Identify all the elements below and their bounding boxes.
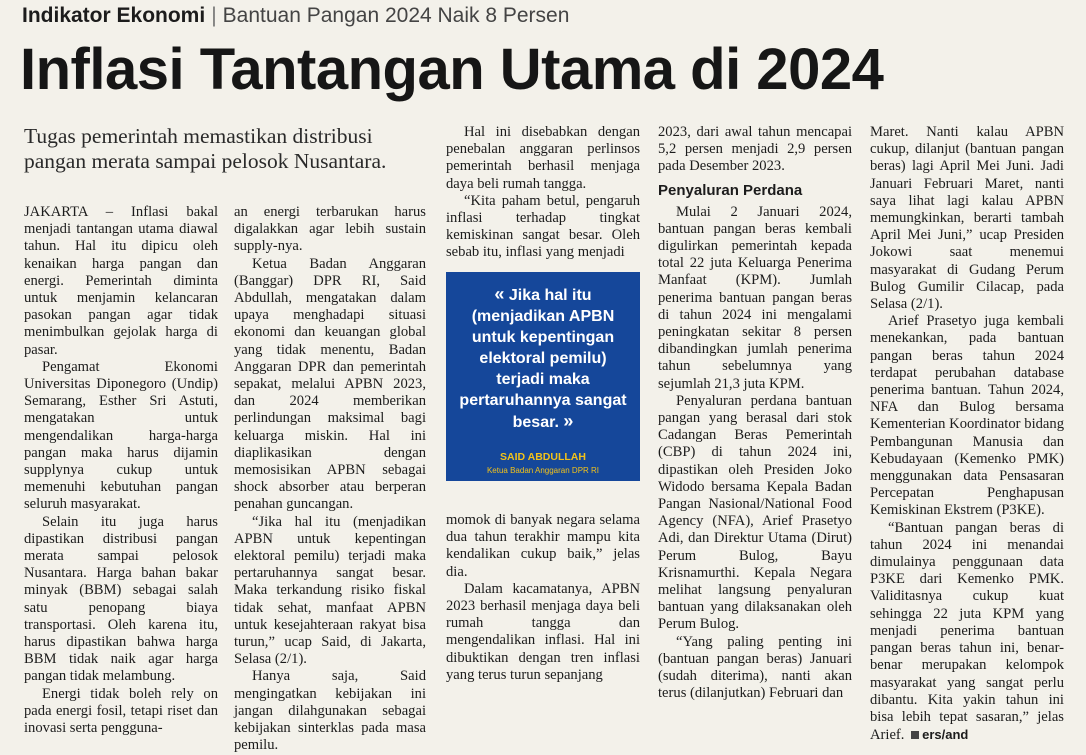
- column-3-top: [446, 124, 640, 262]
- paragraph: Energi tidak boleh rely on pada energi fosil, tetapi riset dan inovasi serta pengguna-: [24, 685, 218, 737]
- paragraph: momok di banyak negara selama dua tahun terakhir mampu kita kendalikan cukup baik,” jelas dia.: [446, 512, 640, 580]
- kicker-separator: |: [211, 4, 217, 27]
- kicker-section: Indikator Ekonomi: [22, 4, 206, 27]
- paragraph: Pengamat Ekonomi Universitas Diponegoro (Undip) Semarang, Esther Sri Astuti, mengatakan untuk mengendalikan harga-harga pangan maka harus dijamin supplynya cukup untuk memenuhi kebutuhan pangan seluruh masyarakat.: [24, 358, 218, 513]
- paragraph: “Jika hal itu (menjadikan APBN untuk kepentingan elektoral pemilu) terjadi maka pertaruhannya sangat besar. Maka terkandung risiko fiskal tidak sehat, manfaat APBN untuk kesejahteraan rakyat bisa turun,” ucap Said, di Jakarta, Selasa (2/1).: [234, 513, 426, 668]
- end-mark-icon: [911, 731, 919, 739]
- quote-close-mark: »: [563, 411, 574, 431]
- paragraph: JAKARTA – Inflasi bakal menjadi tantangan utama diawal tahun. Hal itu dipicu oleh kenaikan harga pangan dan energi. Pemerintah diminta untuk menjamin kelancaran pasokan pangan agar tidak menimbulkan gejolak harga di pasar.: [24, 204, 218, 358]
- pull-quote: [446, 272, 640, 481]
- paragraph: “Yang paling penting ini (bantuan pangan beras) Januari (sudah diterima), nanti akan terus (dilanjutkan) Februari dan: [658, 633, 852, 702]
- paragraph: Hal ini disebabkan dengan penebalan anggaran perlinsos pemerintah berhasil menjaga daya beli rumah tangga.: [446, 124, 640, 192]
- paragraph: an energi terbarukan harus digalakkan agar lebih sustain supply-nya.: [234, 204, 426, 255]
- paragraph: Selain itu juga harus dipastikan distribusi pangan merata sampai pelosok Nusantara. Harga bahan bakar minyak (BBM) sebagai salah satu penopang biaya transportasi. Oleh karena itu, harus dipastikan bahwa harga BBM tidak naik agar harga pangan tidak melambung.: [24, 513, 218, 685]
- section-subhead: Penyaluran Perdana: [658, 181, 803, 199]
- paragraph: Dalam kacamatanya, APBN 2023 berhasil menjaga daya beli rumah tangga dan mengendalikan inflasi. Hal ini dibuktikan dengan tren inflasi yang terus turun sepanjang: [446, 580, 640, 683]
- paragraph: Penyaluran perdana bantuan pangan yang berasal dari stok Cadangan Beras Pemerintah (CBP) di tahun 2024 ini, dipastikan oleh Presiden Joko Widodo bersama Kepala Badan Pangan Nasional/National Food Agency (NFA), Arief Prasetyo Adi, dan Direktur Utama (Dirut) Perum Bulog, Bayu Krisnamurthi. Kepala Negara melihat langsung penyaluran bantuan yang dilaksanakan oleh Perum Bulog.: [658, 392, 852, 633]
- paragraph: Ketua Badan Anggaran (Banggar) DPR RI, Said Abdullah, mengatakan dalam upaya menghadapi situasi ekonomi dan keuangan global yang tidak menentu, Badan Anggaran DPR dan pemerintah sepakat, melalui APBN 2023, dan 2024 memberikan perlindungan maksimal bagi keluarga miskin. Hal ini diaplikasikan dengan memosisikan APBN sebagai shock absorber atau berperan penahan guncangan.: [234, 255, 426, 513]
- quote-open-mark: «: [494, 284, 505, 304]
- column-1: [24, 204, 218, 737]
- paragraph: “Kita paham betul, pengaruh inflasi terhadap tingkat kemiskinan sangat besar. Oleh sebab itu, inflasi yang menjadi: [446, 192, 640, 261]
- paragraph-text: “Bantuan pangan beras di tahun 2024 ini menandai dimulainya penggunaan data P3KE dari Kemenko PMK. Validitasnya cukup kuat sehingga 22 juta KPM yang menjadi penerima bantuan pangan beras tahun ini, benar-benar merupakan kelompok masyarakat yang sangat perlu dibantu. Kita yakin tahun ini bisa lebih tepat sasaran,” jelas Arief.: [870, 519, 1064, 744]
- paragraph: Arief Prasetyo juga kembali menekankan, pada bantuan pangan beras tahun 2024 terdapat perubahan database penerima bantuan. Tahun 2024, NFA dan Bulog bersama Kementerian Koordinator bidang Pembangunan Manusia dan Kebudayaan (Kemenko PMK) menggunakan data Pensasaran Percepatan Penghapusan Kemiskinan Ekstrem (P3KE).: [870, 313, 1064, 519]
- paragraph: 2023, dari awal tahun mencapai 5,2 persen menjadi 2,9 persen pada Desember 2023.: [658, 124, 852, 175]
- deck: Tugas pemerintah memastikan distribusi pangan merata sampai pelosok Nusantara.: [24, 124, 387, 173]
- paragraph: Maret. Nanti kalau APBN cukup, dilanjut (bantuan pangan beras) lagi April Mei Juni. Jadi Januari Februari Maret, nanti saya lihat lagi kalau APBN memungkinkan, berarti tambah April Mei Juni,” ucap Presiden Jokowi saat menemui masyarakat di Gudang Perum Bulog Gumilir Cilacap, pada Selasa (2/1).: [870, 124, 1064, 313]
- author-signature: ers/and: [922, 727, 969, 743]
- paragraph: Hanya saja, Said mengingatkan kebijakan ini jangan dilahgunakan sebagai kebijakan sinterklas pada masa pemilu.: [234, 668, 426, 754]
- paragraph: [870, 520, 1064, 745]
- column-5: [870, 124, 1064, 744]
- quote-speaker: SAID ABDULLAH: [500, 451, 586, 463]
- headline: Inflasi Tantangan Utama di 2024: [20, 37, 884, 102]
- kicker: [22, 4, 569, 28]
- quote-body: Jika hal itu (menjadikan APBN untuk kepentingan elektoral pemilu) terjadi maka pertaruhannya sangat besar.: [459, 287, 627, 431]
- paragraph: Mulai 2 Januari 2024, bantuan pangan beras kembali digulirkan pemerintah kepada total 22 juta Keluarga Penerima Manfaat (KPM). Jumlah penerima bantuan pangan beras di tahun 2024 ini mengalami peningkatan sekitar 8 persen dibandingkan jumlah penerima tahun sebelumnya yang sejumlah 21,3 juta KPM.: [658, 203, 852, 392]
- column-4: [658, 124, 852, 703]
- column-2: [234, 204, 426, 755]
- column-3-bottom: [446, 512, 640, 684]
- pull-quote-text: [454, 284, 632, 433]
- quote-speaker-role: Ketua Badan Anggaran DPR RI: [486, 466, 600, 475]
- kicker-topic: Bantuan Pangan 2024 Naik 8 Persen: [222, 4, 570, 27]
